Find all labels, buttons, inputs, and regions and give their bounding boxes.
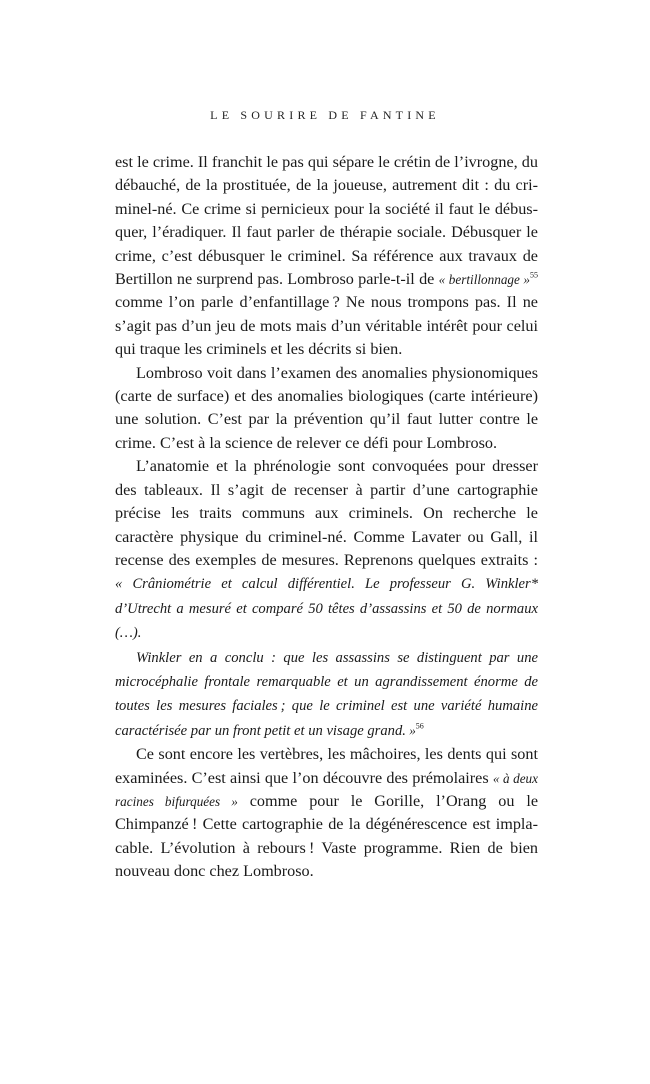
- paragraph-1: [115, 151, 538, 362]
- running-head: LE SOURIRE DE FANTINE: [210, 108, 440, 122]
- paragraph-3: [115, 455, 538, 645]
- paragraph-1-text: est le crime. Il franchit le pas qui sépare le crétin de l’ivrogne, du débauché, de la prostituée, de la joueuse, autrement dit : du criminel-né. Ce crime si pernicieux pour la société il faut le débusquer, l’éradiquer. Il faut parler de thérapie sociale. Débusquer le crime, c’est débusquer le criminel. Sa référence aux travaux de Bertillon ne surprend pas. Lombroso parle-t-il de: [115, 153, 538, 289]
- footnote-ref-56: 56: [415, 721, 424, 731]
- paragraph-5: [115, 743, 538, 883]
- winkler-quote-start: « Crâniométrie et calcul différentiel. Le professeur G. Winkler* d’Utrecht a mesuré et comparé 50 têtes d’assassins et 50 de normaux (…).: [115, 576, 538, 642]
- paragraph-5-text-after: comme pour le Gorille, l’Orang ou le Chimpanzé ! Cette cartographie de la dégénérescence est implacable. L’évolution à rebours ! Vaste programme. Rien de bien nouveau donc chez Lombroso.: [115, 791, 539, 881]
- paragraph-4: [115, 646, 538, 744]
- paragraph-1-text-after: comme l’on parle d’enfantillage ? Ne nous trompons pas. Il ne s’agit pas d’un jeu de mots mais d’un véritable intérêt pour celui qui traque les criminels et les décrits si bien.: [115, 293, 538, 359]
- bertillonnage-quote: « bertillonnage »: [438, 272, 531, 288]
- racines-quote: « à deux racines bifurquées »: [115, 770, 538, 809]
- footnote-ref-55: 55: [530, 270, 539, 280]
- paragraph-5-text: Ce sont encore les vertèbres, les mâchoires, les dents qui sont examinées. C’est ainsi que l’on découvre des prémolaires: [115, 745, 538, 787]
- winkler-quote-close: »: [405, 722, 416, 738]
- body-text: [115, 151, 538, 884]
- paragraph-3-text: L’anatomie et la phrénologie sont convoquées pour dresser des tableaux. Il s’agit de recenser à partir d’une cartographie précise les traits communs aux criminels. On recherche le caractère physique du criminel-né. Comme Lavater ou Gall, il recense des exemples de mesures. Reprenons quelques extraits :: [115, 457, 538, 569]
- winkler-quote-cont: Winkler en a conclu : que les assassins se distinguent par une microcéphalie frontale remarquable et un agrandissement énorme de toutes les mesures faciales ; que le criminel est une variété humaine caractérisée par un front petit et un visage grand.: [115, 649, 538, 739]
- paragraph-2: Lombroso voit dans l’examen des anomalies physionomiques (carte de surface) et des anomalies biologiques (carte intérieure) une solution. C’est par la prévention qu’il faut lutter contre le crime. C’est à la science de relever ce défi pour Lombroso.: [115, 363, 538, 452]
